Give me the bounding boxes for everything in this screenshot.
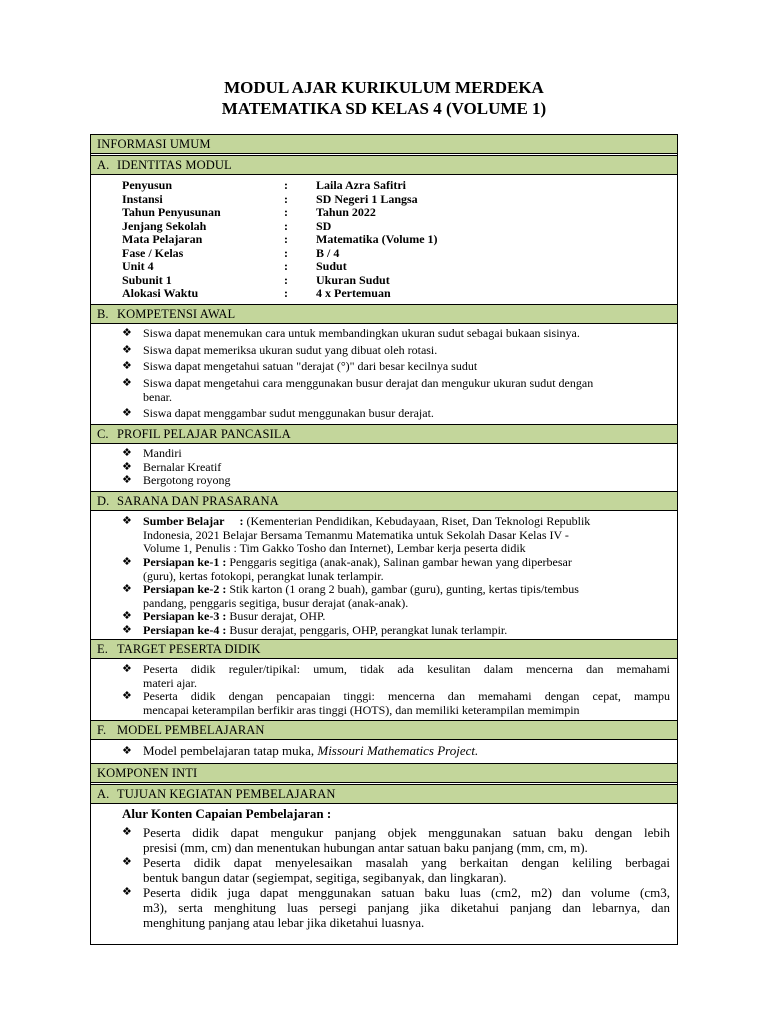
section-letter: F. [97, 723, 107, 737]
identity-value: Laila Azra Safitri [316, 178, 406, 192]
identity-value: Ukuran Sudut [316, 272, 390, 287]
identity-value: B / 4 [316, 245, 340, 260]
list-item: Peserta didik dengan pencapaian tinggi: mencerna dan memahami dengan cepat, mampu [143, 689, 670, 703]
bullet-icon: ❖ [122, 376, 132, 389]
list-item: Peserta didik reguler/tipikal: umum, tidak ada kesulitan dalam mencerna dan memahami [143, 662, 670, 676]
list-item: Peserta didik dapat menyelesaikan masalah yang berkaitan dengan keliling berbagai [143, 855, 670, 870]
list-item [143, 556, 670, 570]
bullet-icon: ❖ [122, 622, 132, 636]
model-text: Model pembelajaran tatap muka, [143, 743, 318, 758]
section-target-peserta [90, 639, 678, 659]
bullet-icon: ❖ [122, 689, 132, 702]
list-item-continuation: bentuk bangun datar (segiempat, segitiga, segibanyak, dan lingkaran). [143, 870, 507, 885]
section-title: PROFIL PELAJAR PANCASILA [117, 427, 291, 441]
section-komponen-inti [90, 763, 678, 783]
list-item-continuation: benar. [143, 389, 172, 404]
section-letter: C. [97, 427, 109, 441]
identity-label: Tahun Penyusunan [122, 205, 221, 219]
identity-colon: : [284, 286, 288, 300]
identity-value: SD [316, 218, 332, 233]
bullet-icon: ❖ [122, 555, 132, 568]
persiapan-text: Stik karton (1 orang 2 buah), gambar (guru), gunting, kertas tipis/tembus [226, 582, 579, 596]
section-sarana-prasarana [90, 491, 678, 511]
list-item-continuation: (guru), kertas fotokopi, perangkat lunak terlampir. [143, 568, 384, 583]
section-identitas-modul [90, 155, 678, 175]
list-item: Peserta didik juga dapat menggunakan satuan baku luas (cm2, m2) dan volume (cm3, [143, 885, 670, 900]
section-title: TUJUAN KEGIATAN PEMBELAJARAN [117, 787, 336, 801]
identity-value: Matematika (Volume 1) [316, 232, 438, 246]
identity-colon: : [284, 178, 288, 192]
list-item: Siswa dapat menemukan cara untuk membandingkan ukuran sudut sebagai bukaan sisinya. [143, 326, 580, 340]
bullet-icon: ❖ [122, 744, 132, 757]
section-title: TARGET PESERTA DIDIK [117, 642, 261, 656]
list-item-continuation: materi ajar. [143, 675, 197, 690]
bullet-icon: ❖ [122, 582, 132, 595]
list-item: Mandiri [143, 446, 182, 460]
bullet-icon: ❖ [122, 343, 132, 356]
sumber-belajar-label: Sumber Belajar [143, 514, 225, 528]
list-item-continuation: presisi (mm, cm) dan menentukan hubungan antar satuan baku panjang (mm, cm, m). [143, 840, 588, 855]
list-item: Siswa dapat mengetahui satuan "derajat (°)" dari besar kecilnya sudut [143, 359, 478, 373]
section-profil-pelajar [90, 424, 678, 444]
section-letter: B. [97, 307, 109, 321]
identity-label: Unit 4 [122, 259, 154, 273]
list-item-continuation: m3), serta menghitung luas persegi panjang jika diketahui panjang dan lebarnya, dan [143, 900, 670, 915]
bullet-icon: ❖ [122, 406, 132, 419]
persiapan-label: Persiapan ke-2 : [143, 582, 227, 596]
identity-label: Mata Pelajaran [122, 232, 203, 246]
list-item [143, 744, 670, 758]
identity-colon: : [284, 205, 288, 219]
persiapan-text: Busur derajat, OHP. [226, 609, 326, 623]
identity-value: 4 x Pertemuan [316, 286, 391, 300]
list-item-continuation: Indonesia, 2021 Belajar Bersama Temanmu Matematika untuk Sekolah Dasar Kelas IV - [143, 527, 569, 542]
bullet-icon: ❖ [122, 662, 132, 675]
identity-label: Subunit 1 [122, 272, 172, 287]
section-letter: A. [97, 158, 110, 172]
bullet-icon: ❖ [122, 326, 132, 339]
bullet-icon: ❖ [122, 855, 132, 868]
identity-label: Fase / Kelas [122, 245, 184, 260]
identity-colon: : [284, 232, 288, 246]
section-informasi-umum [90, 134, 678, 154]
identity-label: Alokasi Waktu [122, 286, 199, 300]
list-item [143, 624, 670, 638]
list-item: Siswa dapat menggambar sudut menggunakan busur derajat. [143, 406, 434, 420]
persiapan-text: Penggaris segitiga (anak-anak), Salinan gambar hewan yang diperbesar [226, 555, 572, 569]
section-title: INFORMASI UMUM [97, 137, 211, 151]
bullet-icon: ❖ [122, 514, 132, 527]
persiapan-label: Persiapan ke-1 : [143, 555, 227, 569]
identity-colon: : [284, 218, 288, 233]
identity-colon: : [284, 259, 288, 273]
list-item: Siswa dapat memeriksa ukuran sudut yang dibuat oleh rotasi. [143, 343, 438, 357]
section-letter: E. [97, 642, 108, 656]
list-item [143, 515, 670, 529]
bullet-icon: ❖ [122, 825, 132, 838]
section-letter: A. [97, 787, 110, 801]
identity-value: Sudut [316, 259, 347, 273]
document-title-line1: MODUL AJAR KURIKULUM MERDEKA [224, 78, 544, 97]
section-model-pembelajaran [90, 720, 678, 740]
identity-colon: : [284, 191, 288, 206]
identity-colon: : [284, 272, 288, 287]
section-tujuan-kegiatan [90, 784, 678, 804]
list-item: Peserta didik dapat mengukur panjang objek menggunakan satuan baku dengan lebih [143, 825, 670, 840]
persiapan-label: Persiapan ke-3 : [143, 609, 227, 623]
list-item-continuation: mencapai keterampilan berfikir aras tinggi (HOTS), dan memiliki keterampilan memimpin [143, 702, 580, 717]
bullet-icon: ❖ [122, 885, 132, 898]
list-item-continuation: Volume 1, Penulis : Tim Gakko Tosho dan Internet), Lembar kerja peserta didik [143, 541, 526, 555]
list-item [143, 583, 670, 597]
list-item [143, 610, 670, 624]
section-title: SARANA DAN PRASARANA [117, 494, 279, 508]
bullet-icon: ❖ [122, 359, 132, 372]
section-title: MODEL PEMBELAJARAN [117, 723, 265, 737]
section-title: IDENTITAS MODUL [117, 158, 232, 172]
sumber-text: (Kementerian Pendidikan, Kebudayaan, Riset, Dan Teknologi Republik [246, 514, 591, 528]
list-item-continuation: pandang, penggaris segitiga, busur derajat (anak-anak). [143, 595, 409, 610]
model-name: Missouri Mathematics Project. [317, 743, 479, 758]
section-title: KOMPONEN INTI [97, 766, 198, 780]
bullet-icon: ❖ [122, 446, 132, 459]
identity-label: Instansi [122, 191, 163, 206]
section-kompetensi-awal [90, 304, 678, 324]
identity-label: Jenjang Sekolah [122, 218, 207, 233]
identity-label: Penyusun [122, 178, 173, 192]
subheading: Alur Konten Capaian Pembelajaran : [122, 806, 332, 821]
list-item-continuation: menghitung panjang atau lebar jika diketahui luasnya. [143, 915, 425, 930]
document-title-line2: MATEMATIKA SD KELAS 4 (VOLUME 1) [221, 99, 547, 118]
list-item: Bergotong royong [143, 473, 231, 487]
identity-colon: : [284, 245, 288, 260]
sumber-colon: : [239, 514, 244, 528]
persiapan-text: Busur derajat, penggaris, OHP, perangkat lunak terlampir. [226, 622, 508, 637]
bullet-icon: ❖ [122, 459, 132, 473]
bullet-icon: ❖ [122, 609, 132, 622]
identity-value: SD Negeri 1 Langsa [316, 191, 418, 206]
persiapan-label: Persiapan ke-4 : [143, 622, 227, 637]
section-title: KOMPETENSI AWAL [117, 307, 236, 321]
identity-value: Tahun 2022 [316, 205, 376, 219]
list-item: Bernalar Kreatif [143, 459, 222, 474]
bullet-icon: ❖ [122, 473, 132, 486]
list-item: Siswa dapat mengetahui cara menggunakan busur derajat dan mengukur ukuran sudut dengan [143, 376, 594, 390]
section-letter: D. [97, 494, 110, 508]
